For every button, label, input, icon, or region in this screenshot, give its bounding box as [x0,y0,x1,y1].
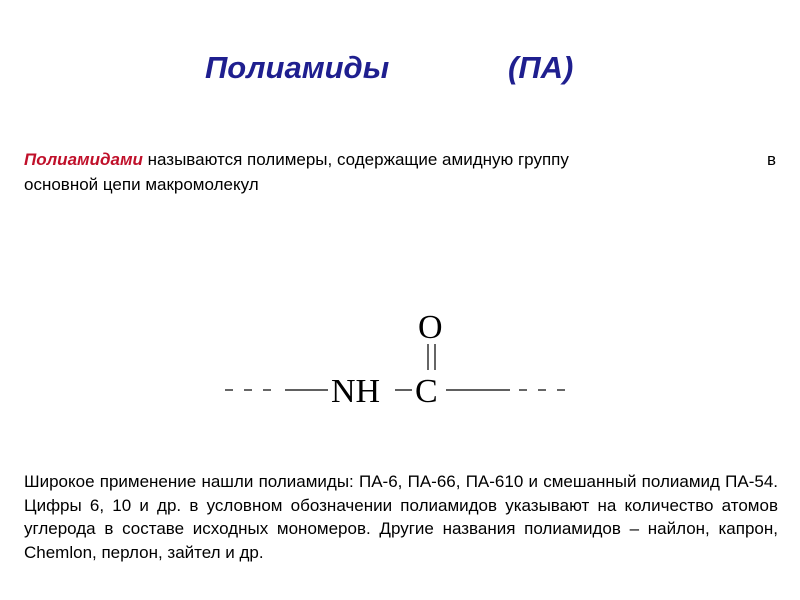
definition-text: называются полимеры, содержащие амидную группу [142,150,569,169]
definition-block [24,147,776,197]
slide-title [0,50,800,100]
oxygen-label: O [418,309,443,346]
definition-end-word: в [766,150,776,169]
definition-line-2: основной цепи макромолекул [24,175,259,194]
title-main: Полиамиды [205,50,390,85]
amide-group-formula [0,300,800,420]
title-abbreviation: (ПА) [508,50,574,85]
applications-paragraph: Широкое применение нашли полиамиды: ПА-6, ПА-66, ПА-610 и смешанный полиамид ПА-54. Цифры 6, 10 и др. в условном обозначении полиамидов указывают на количество атомов углерода в составе исходных мономеров. Другие названия полиамидов – найлон, капрон, Chemlon, перлон, зайтел и др. [24,472,778,562]
nh-label: NH [331,373,381,410]
definition-line-1 [24,147,776,172]
definition-term: Полиамидами [24,150,143,169]
definition-sentence [24,147,569,172]
carbon-label: C [415,373,438,410]
